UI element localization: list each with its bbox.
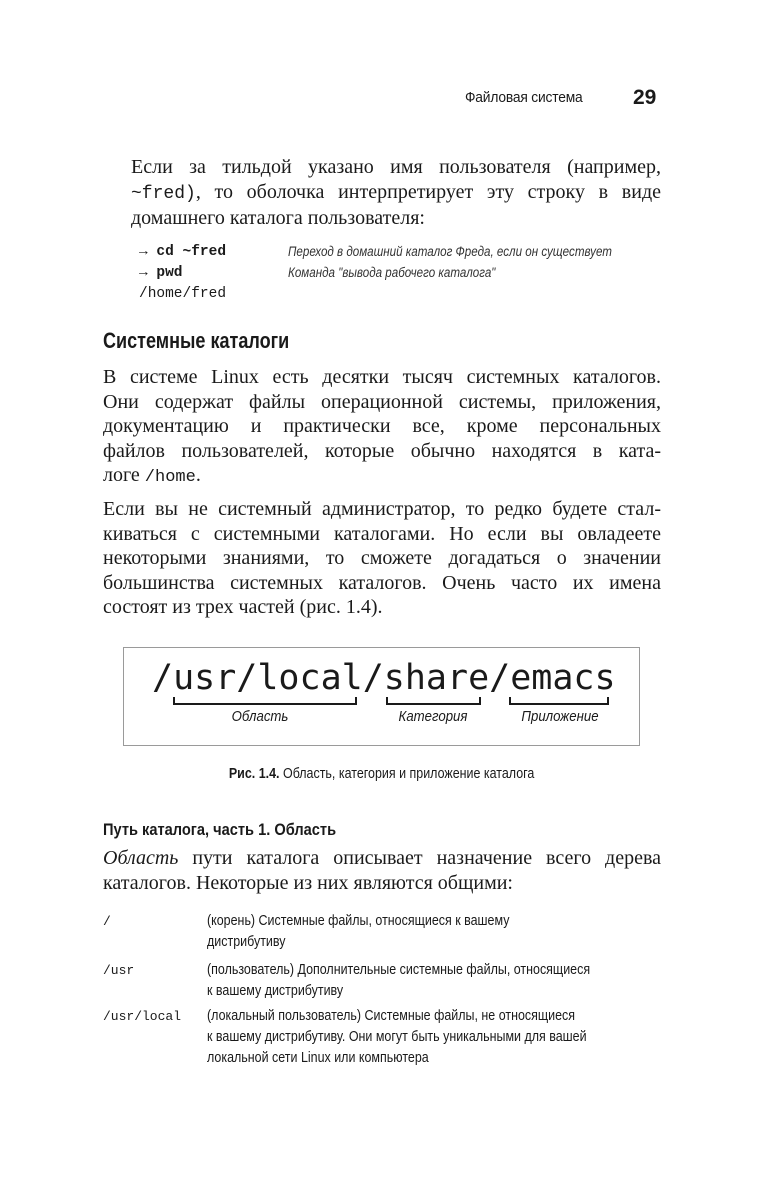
intro-line-2 — [131, 180, 661, 207]
bracket-application — [509, 697, 609, 705]
para-line: Они содержат файлы операционной системы, приложения, — [103, 390, 661, 413]
figure-path: /usr/local/share/emacs — [152, 658, 616, 698]
intro-line-3: домашнего каталога пользователя: — [131, 207, 425, 229]
label-category: Категория — [398, 708, 468, 725]
para-line: состоят из трех частей (рис. 1.4). — [103, 596, 383, 618]
label-scope: Область — [231, 708, 289, 725]
para-text: . — [195, 464, 201, 486]
system-dirs-paragraph-2 — [103, 497, 661, 620]
code-note-1: Переход в домашний каталог Фреда, если он существует — [288, 244, 612, 259]
caption-label: Рис. 1.4. — [228, 766, 280, 782]
intro-line-2-text: , то оболочка интерпретирует эту строку в виде — [195, 180, 661, 203]
def-term-usr-local: /usr/local — [103, 1009, 182, 1024]
prompt-arrow-icon: → — [139, 265, 148, 281]
label-application: Приложение — [521, 708, 599, 725]
para-text: логе — [103, 464, 145, 486]
def-line: (локальный пользователь) Системные файлы, не относящиеся — [207, 1008, 576, 1024]
code-line-2 — [139, 263, 226, 284]
figure-caption — [0, 766, 763, 782]
para-line: В системе Linux есть десятки тысяч системных каталогов. — [103, 366, 661, 388]
subsection-heading-scope: Путь каталога, часть 1. Область — [103, 820, 337, 839]
def-term-root: / — [103, 914, 111, 929]
def-desc-usr-local — [207, 1006, 587, 1069]
def-line: (пользователь) Дополнительные системные файлы, относящиеся — [207, 962, 591, 978]
para-line: файлов пользователей, которые обычно находятся в ката- — [103, 439, 661, 462]
para-line: большинства системных каталогов. Очень часто их имена — [103, 571, 661, 594]
para-line: киваться с системными каталогами. Но если вы овладеете — [103, 522, 661, 545]
caption-text: Область, категория и приложение каталога — [279, 766, 535, 782]
para-line: некоторыми знаниями, то сможете догадаться о значении — [103, 547, 661, 569]
inline-code-home: /home — [144, 468, 196, 487]
intro-paragraph — [131, 155, 661, 231]
prompt-arrow-icon: → — [139, 244, 148, 260]
page-number: 29 — [633, 86, 657, 109]
def-line: дистрибутиву — [207, 934, 286, 950]
code-command: cd ~fred — [156, 244, 227, 260]
code-command: pwd — [156, 265, 183, 281]
para-line: каталогов. Некоторые из них являются общими: — [103, 871, 513, 894]
para-line: документацию и практически все, кроме персональных — [103, 415, 661, 437]
code-block — [139, 242, 226, 305]
def-desc-root — [207, 911, 509, 953]
para-line — [103, 463, 661, 491]
bracket-category — [386, 697, 481, 705]
emphasis-term: Область — [103, 847, 179, 869]
para-text: пути каталога описывает назначение всего дерева — [178, 847, 661, 869]
bracket-scope — [173, 697, 357, 705]
intro-line-1: Если за тильдой указано имя пользователя (например, — [131, 156, 661, 178]
scope-paragraph — [103, 846, 661, 895]
system-dirs-paragraph-1 — [103, 365, 661, 491]
code-line-1 — [139, 242, 226, 263]
def-desc-usr — [207, 960, 590, 1002]
code-note-2: Команда "вывода рабочего каталога" — [288, 265, 496, 280]
def-line: (корень) Системные файлы, относящиеся к вашему — [207, 913, 510, 929]
def-term-usr: /usr — [103, 963, 135, 978]
section-heading-system-dirs: Системные каталоги — [103, 328, 290, 353]
def-line: к вашему дистрибутиву — [207, 983, 344, 999]
running-header-title: Файловая система — [465, 89, 583, 106]
para-line — [103, 846, 661, 871]
def-line: локальной сети Linux или компьютера — [207, 1050, 429, 1066]
inline-code: ~fred) — [131, 183, 196, 204]
code-output: /home/fred — [139, 286, 227, 302]
para-line: Если вы не системный администратор, то редко будете стал- — [103, 498, 661, 520]
def-line: к вашему дистрибутиву. Они могут быть уникальными для вашей — [207, 1029, 587, 1045]
